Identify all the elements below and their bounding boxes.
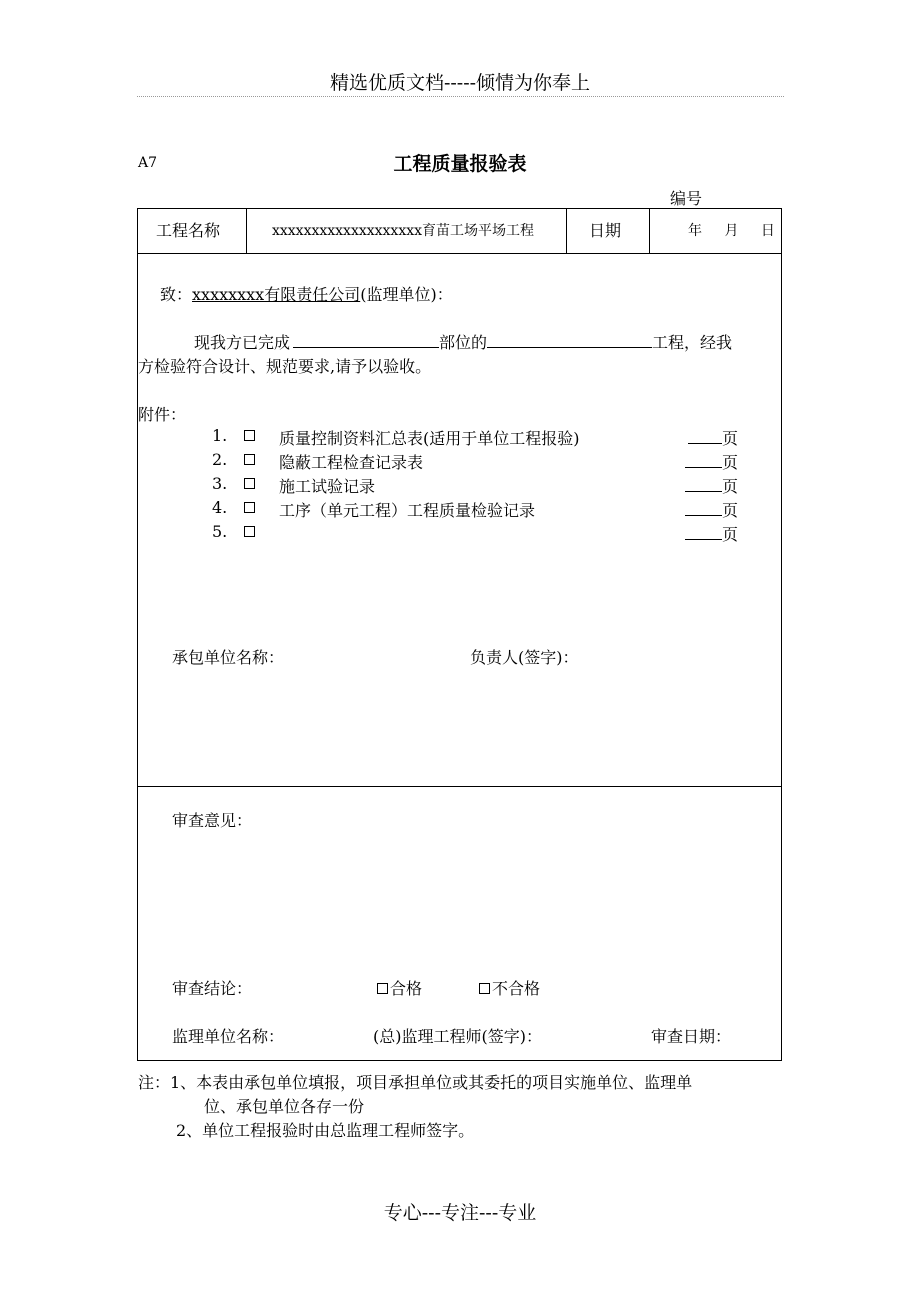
review-conclusion-label: 审查结论： [172,979,253,998]
to-suffix: (监理单位)： [360,285,453,304]
pass-checkbox[interactable] [377,983,388,994]
attachment-pages[interactable]: 页 [688,426,738,449]
header-divider [137,96,784,97]
supervisor-unit-label: 监理单位名称： [172,1027,285,1046]
attachment-checkbox[interactable] [244,426,257,445]
attachment-label: 质量控制资料汇总表(适用于单位工程报验) [279,429,580,448]
contractor-name-label: 承包单位名称： [172,648,285,667]
attachments-label: 附件： [138,405,187,424]
attachment-pages[interactable]: 页 [685,450,738,473]
attachment-checkbox[interactable] [244,498,257,517]
to-label: 致： [160,285,193,304]
col-divider [246,209,247,253]
page-header-tagline: 精选优质文档-----倾情为你奉上 [329,72,591,94]
attachment-checkbox[interactable] [244,450,257,469]
attachment-checkbox[interactable] [244,474,257,493]
body-completed-text: 现我方已完成 [194,333,291,352]
note-line-2: 位、承包单位各存一份 [204,1097,365,1116]
responsible-signature-label: 负责人(签字)： [470,648,579,667]
review-date-label: 审查日期： [651,1027,732,1046]
pass-option[interactable] [377,976,422,999]
row-divider [138,253,781,254]
body-location-text: 部位的 [439,333,488,352]
body-line-1 [194,330,732,353]
attachment-checkbox[interactable] [244,522,257,541]
review-opinion-label: 审查意见： [172,811,253,830]
to-company[interactable]: xxxxxxxx有限责任公司 [192,285,361,304]
attachment-number: 1. [212,426,228,445]
body-work-text: 工程，经我 [652,333,733,352]
attachment-pages[interactable]: 页 [685,474,738,497]
work-blank[interactable] [487,331,652,348]
attachment-label: 工序（单元工程）工程质量检验记录 [279,501,536,520]
pass-label: 合格 [390,979,423,998]
attachment-label: 施工试验记录 [279,477,376,496]
form-title: 工程质量报验表 [393,153,527,175]
fail-option[interactable] [479,976,540,999]
attachment-label: 隐蔽工程检查记录表 [279,453,424,472]
date-value[interactable]: 年 月 日 [688,223,775,239]
project-name-label: 工程名称 [156,221,221,240]
body-line-2: 方检验符合设计、规范要求,请予以验收。 [138,357,432,376]
attachment-number: 4. [212,498,228,517]
date-label: 日期 [589,221,622,240]
page-footer: 专心---专注---专业 [383,1202,537,1224]
supervisor-engineer-signature-label: (总)监理工程师(签字)： [373,1027,542,1046]
col-divider [566,209,567,253]
addressee-line [160,282,453,305]
project-name-value[interactable]: xxxxxxxxxxxxxxxxxxx育苗工场平场工程 [272,223,535,239]
attachment-number: 2. [212,450,228,469]
col-divider [649,209,650,253]
location-blank[interactable] [293,331,439,348]
attachment-number: 5. [212,522,228,541]
attachment-pages[interactable]: 页 [685,498,738,521]
note-line-1: 注：1、本表由承包单位填报，项目承担单位或其委托的项目实施单位、监理单 [138,1073,693,1092]
form-code: A7 [138,155,158,171]
attachment-pages[interactable]: 页 [685,522,738,545]
form-number-label: 编号 [670,189,703,208]
fail-checkbox[interactable] [479,983,490,994]
note-line-3: 2、单位工程报验时由总监理工程师签字。 [176,1121,475,1140]
fail-label: 不合格 [492,979,541,998]
attachment-number: 3. [212,474,228,493]
section-divider [138,786,781,787]
